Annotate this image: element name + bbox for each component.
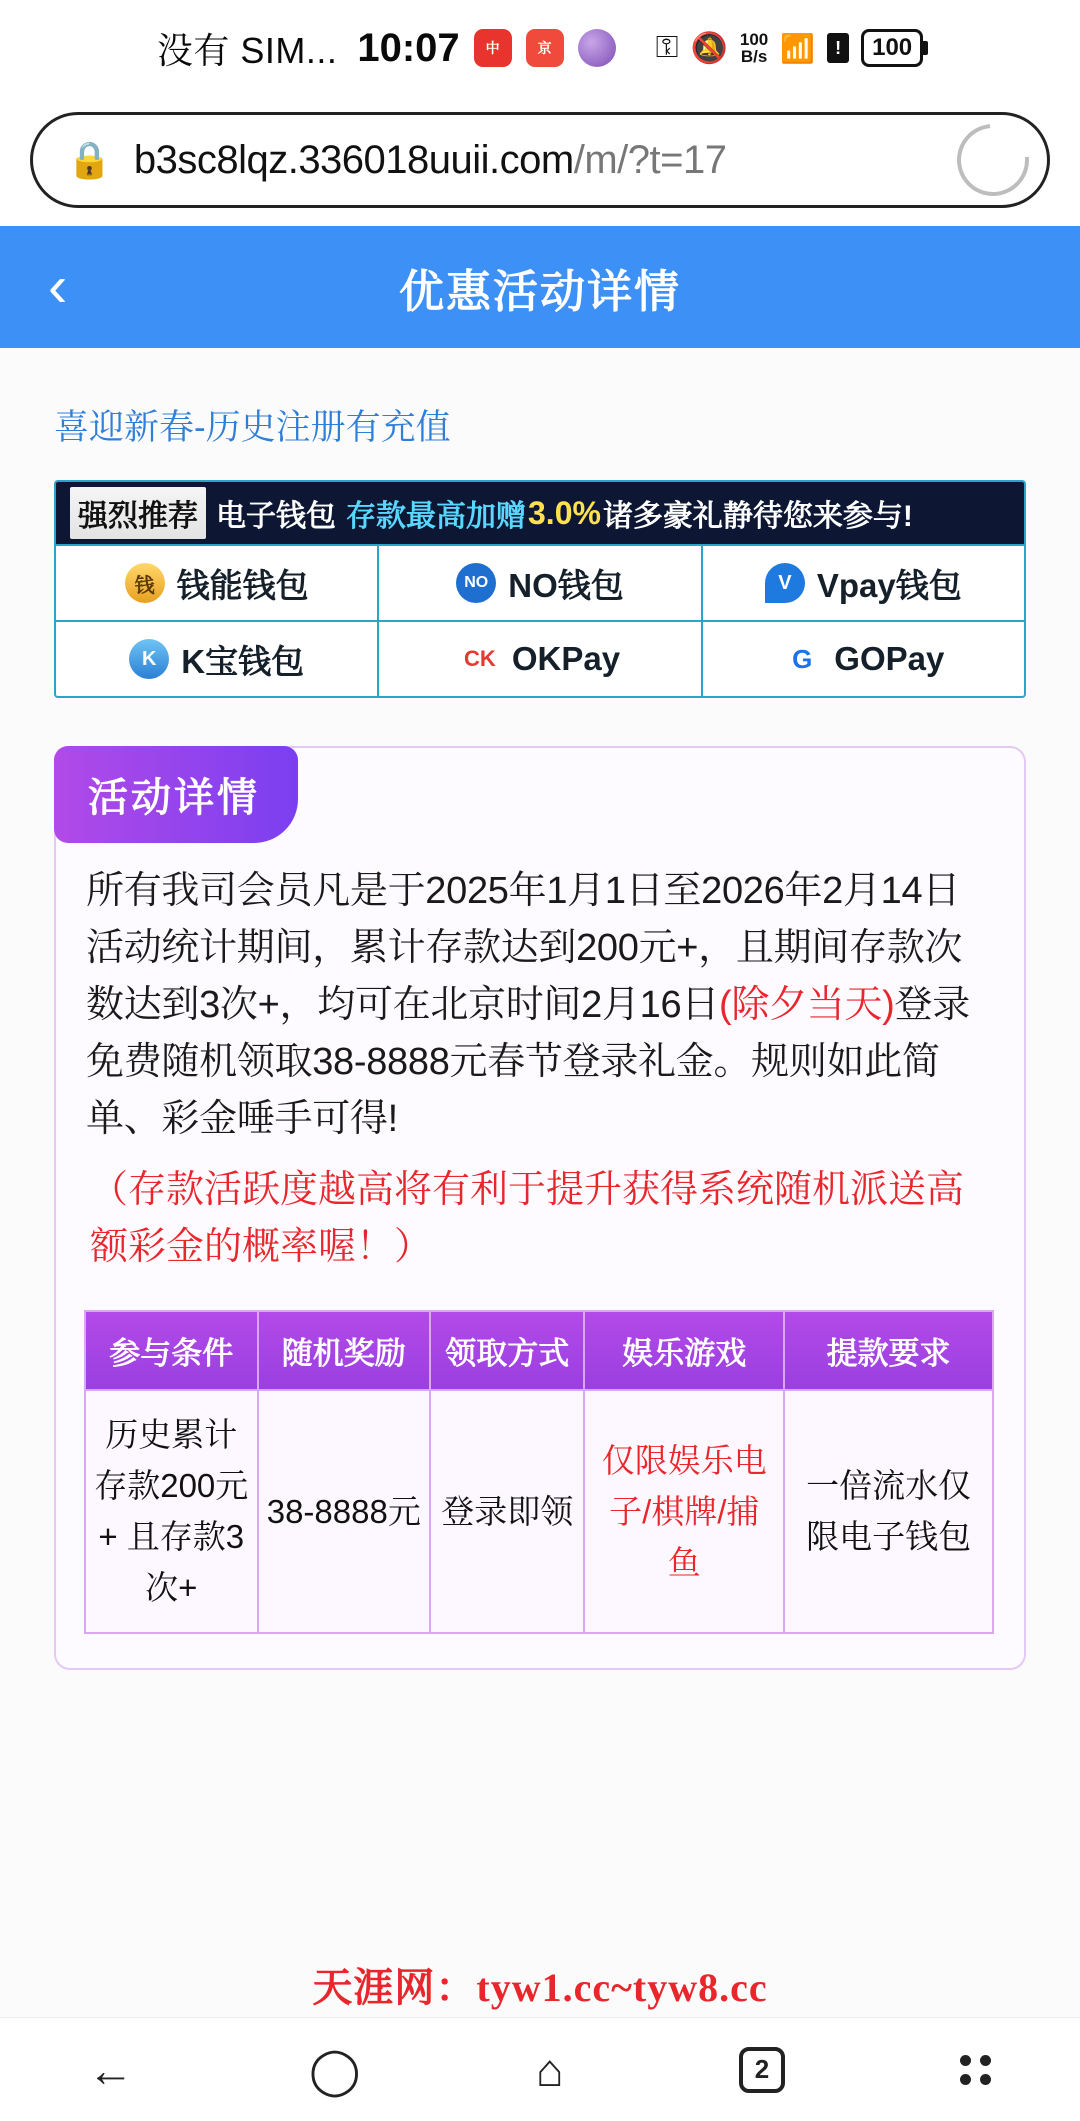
carrier-label: 没有 SIM... [156, 29, 338, 71]
wifi-icon: 📶 [780, 32, 816, 64]
wallet-banner-text2: 存款最高加赠 [346, 500, 526, 533]
table-header-cell: 提款要求 [784, 1311, 993, 1390]
table-cell-games: 仅限娱乐电子/棋牌/捕鱼 [584, 1390, 784, 1633]
watermark-site: tyw1.cc~tyw8.cc [476, 1965, 768, 2010]
battery-indicator: 100 [861, 29, 923, 67]
paragraph-red: (除夕当天) [719, 984, 895, 1026]
table-cell-condition: 历史累计存款200元+ 且存款3次+ [85, 1390, 258, 1633]
browser-toolbar [0, 96, 1080, 226]
table-cell-claim: 登录即领 [430, 1390, 584, 1633]
table-header-cell: 参与条件 [85, 1311, 258, 1390]
wallet-item-qianneng[interactable] [56, 546, 377, 620]
circle-icon[interactable]: ◯ [309, 2043, 361, 2096]
network-speed-unit: B/s [740, 47, 768, 66]
vpay-icon: V [765, 563, 805, 603]
tabs-count-button[interactable]: 2 [739, 2047, 785, 2093]
table-cell-reward: 38-8888元 [258, 1390, 431, 1633]
wallet-row [56, 544, 1024, 620]
wallet-item-gopay[interactable] [701, 622, 1024, 696]
orange-app-icon: 京 [526, 29, 564, 67]
wallet-banner-text3: 诸多豪礼静待您来参与! [602, 500, 913, 533]
more-dots-icon[interactable] [960, 2055, 992, 2085]
status-icons [656, 29, 924, 67]
table-header-cell: 随机奖励 [258, 1311, 431, 1390]
back-chevron-icon[interactable]: ‹ [48, 254, 68, 319]
page-header [0, 226, 1080, 348]
reload-icon[interactable] [942, 109, 1043, 210]
purple-app-icon [578, 29, 616, 67]
wallet-label: Vpay钱包 [816, 566, 962, 604]
wallet-label: NO钱包 [508, 566, 624, 604]
watermark-brand: 天涯网： [312, 1966, 477, 2010]
status-bar [0, 0, 1080, 96]
table-header-cell: 领取方式 [430, 1311, 584, 1390]
kbao-icon: K [129, 639, 169, 679]
red-app-icon: 中 [474, 29, 512, 67]
okpay-icon: CK [460, 639, 500, 679]
paragraph-part2: 登录免费随机领取38-8888元春节登录礼金。规则如此简单、彩金唾手可得! [86, 984, 970, 1140]
wallet-banner-highlight: 3.0% [528, 494, 601, 531]
back-arrow-icon[interactable]: ← [87, 2043, 134, 2096]
url-input[interactable] [134, 138, 935, 183]
wallet-banner [54, 480, 1026, 698]
home-icon[interactable]: ⌂ [535, 2043, 564, 2096]
address-bar[interactable] [30, 112, 1050, 208]
network-speed-value: 100 [739, 30, 769, 49]
table-row [85, 1390, 993, 1633]
mute-bell-icon: 🔕 [690, 31, 728, 65]
wallet-label: K宝钱包 [181, 642, 305, 680]
activity-rules-table [84, 1310, 994, 1634]
wallet-banner-text1: 电子钱包 [216, 500, 336, 533]
gopay-icon: G [782, 639, 822, 679]
page-title: 优惠活动详情 [398, 265, 681, 317]
wallet-label: OKPay [511, 640, 621, 677]
wallet-item-vpay[interactable] [701, 546, 1024, 620]
clock-label: 10:07 [357, 25, 460, 70]
table-cell-withdraw: 一倍流水仅限电子钱包 [784, 1390, 993, 1633]
wallet-item-okpay[interactable] [377, 622, 700, 696]
promo-link[interactable]: 喜迎新春-历史注册有充值 [54, 408, 451, 447]
url-path: /m/?t=17 [573, 137, 727, 182]
activity-detail-card [54, 746, 1026, 1670]
wallet-banner-headline [56, 482, 1024, 544]
url-host: b3sc8lqz.336018uuii.com [133, 137, 574, 182]
recommend-tag: 强烈推荐 [70, 487, 206, 539]
qiannengwallet-icon: 钱 [125, 563, 165, 603]
lock-icon: 🔒 [67, 139, 112, 180]
watermark [0, 1956, 1080, 2013]
wallet-item-kbao[interactable] [56, 622, 377, 696]
wallet-label: 钱能钱包 [176, 566, 309, 604]
wallet-item-no[interactable] [377, 546, 700, 620]
nowallet-icon: NO [456, 563, 496, 603]
wallet-row [56, 620, 1024, 696]
system-navigation-bar [0, 2017, 1080, 2121]
activity-detail-badge: 活动详情 [54, 746, 298, 843]
activity-detail-note: （存款活跃度越高将有利于提升获得系统随机派送高额彩金的概率喔！） [90, 1169, 965, 1268]
table-header-cell: 娱乐游戏 [584, 1311, 784, 1390]
warning-icon: ! [827, 33, 849, 63]
network-speed [740, 31, 768, 65]
activity-detail-paragraph [56, 843, 1024, 1148]
wallet-label: GOPay [834, 640, 945, 677]
paragraph-part1: 所有我司会员凡是于2025年1月1日至2026年2月14日活动统计期间，累计存款达到200元+，且期间存款次数达到3次+，均可在北京时间2月16日 [86, 870, 963, 1026]
table-header-row [85, 1311, 993, 1390]
vpn-key-icon: ⚿ [655, 31, 679, 64]
page-content [0, 348, 1080, 2121]
